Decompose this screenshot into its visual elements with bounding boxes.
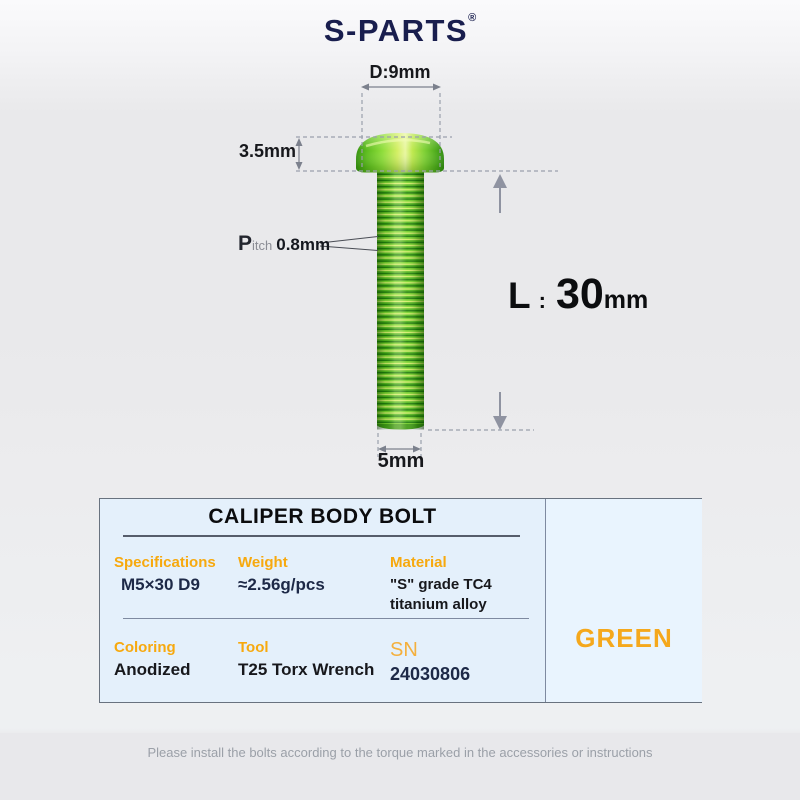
pitch-label-p: P: [238, 232, 253, 255]
arrow-down-icon: [493, 416, 507, 430]
spec-label: Material: [390, 554, 447, 571]
length-label-prefix: L: [508, 275, 531, 316]
spec-value: ≈2.56g/pcs: [238, 575, 325, 594]
brand-logo-text: S-PARTS: [323, 13, 469, 48]
spec-value: 24030806: [390, 664, 471, 684]
length-label-value: 30: [555, 270, 604, 318]
color-name-label: GREEN: [575, 623, 673, 653]
spec-cell-sn: [390, 639, 470, 685]
spec-label: Coloring: [114, 639, 176, 656]
bolt-illustration: [356, 133, 444, 430]
pitch-label: [238, 232, 330, 256]
arrow-down-icon: [296, 162, 303, 170]
color-panel: [545, 499, 702, 702]
spec-label: Weight: [238, 554, 288, 571]
spec-value-line2: titanium alloy: [390, 596, 487, 613]
row-divider: [123, 618, 529, 619]
length-label-colon: :: [538, 288, 546, 313]
spec-label: SN: [390, 639, 418, 661]
title-divider: [123, 535, 520, 537]
footer-note: Please install the bolts according to the torque marked in the accessories or instructions: [147, 745, 653, 760]
arrow-up-icon: [296, 138, 303, 146]
head-diameter-label: D:9mm: [369, 62, 431, 82]
arrow-right-icon: [433, 84, 441, 91]
spec-cell-coloring: [114, 639, 191, 680]
pitch-label-itch: itch: [252, 238, 273, 253]
footer-band: [0, 733, 800, 800]
length-label-unit: mm: [603, 286, 649, 314]
spec-cell-specifications: [114, 554, 216, 595]
spec-value: T25 Torx Wrench: [238, 660, 375, 679]
thread-diameter-label: 5mm: [377, 450, 425, 472]
head-height-label: 3.5mm: [238, 141, 296, 161]
spec-cell-tool: [238, 639, 374, 680]
arrow-up-icon: [493, 174, 507, 188]
bolt-head-shading: [356, 133, 444, 173]
spec-cell-material: [390, 554, 492, 615]
spec-value: Anodized: [114, 660, 191, 679]
arrow-left-icon: [361, 84, 369, 91]
spec-value-line1: "S" grade TC4: [390, 576, 492, 593]
pitch-label-value: 0.8mm: [276, 235, 331, 254]
spec-label: Specifications: [114, 554, 216, 571]
length-label: [508, 270, 648, 319]
spec-table: [99, 498, 702, 703]
spec-value: M5×30 D9: [121, 575, 200, 594]
spec-label: Tool: [238, 639, 269, 656]
product-title: CALIPER BODY BOLT: [208, 505, 437, 528]
registered-mark: ®: [468, 12, 477, 24]
bolt-shaft-shading: [377, 171, 424, 430]
spec-cell-weight: [238, 554, 325, 595]
